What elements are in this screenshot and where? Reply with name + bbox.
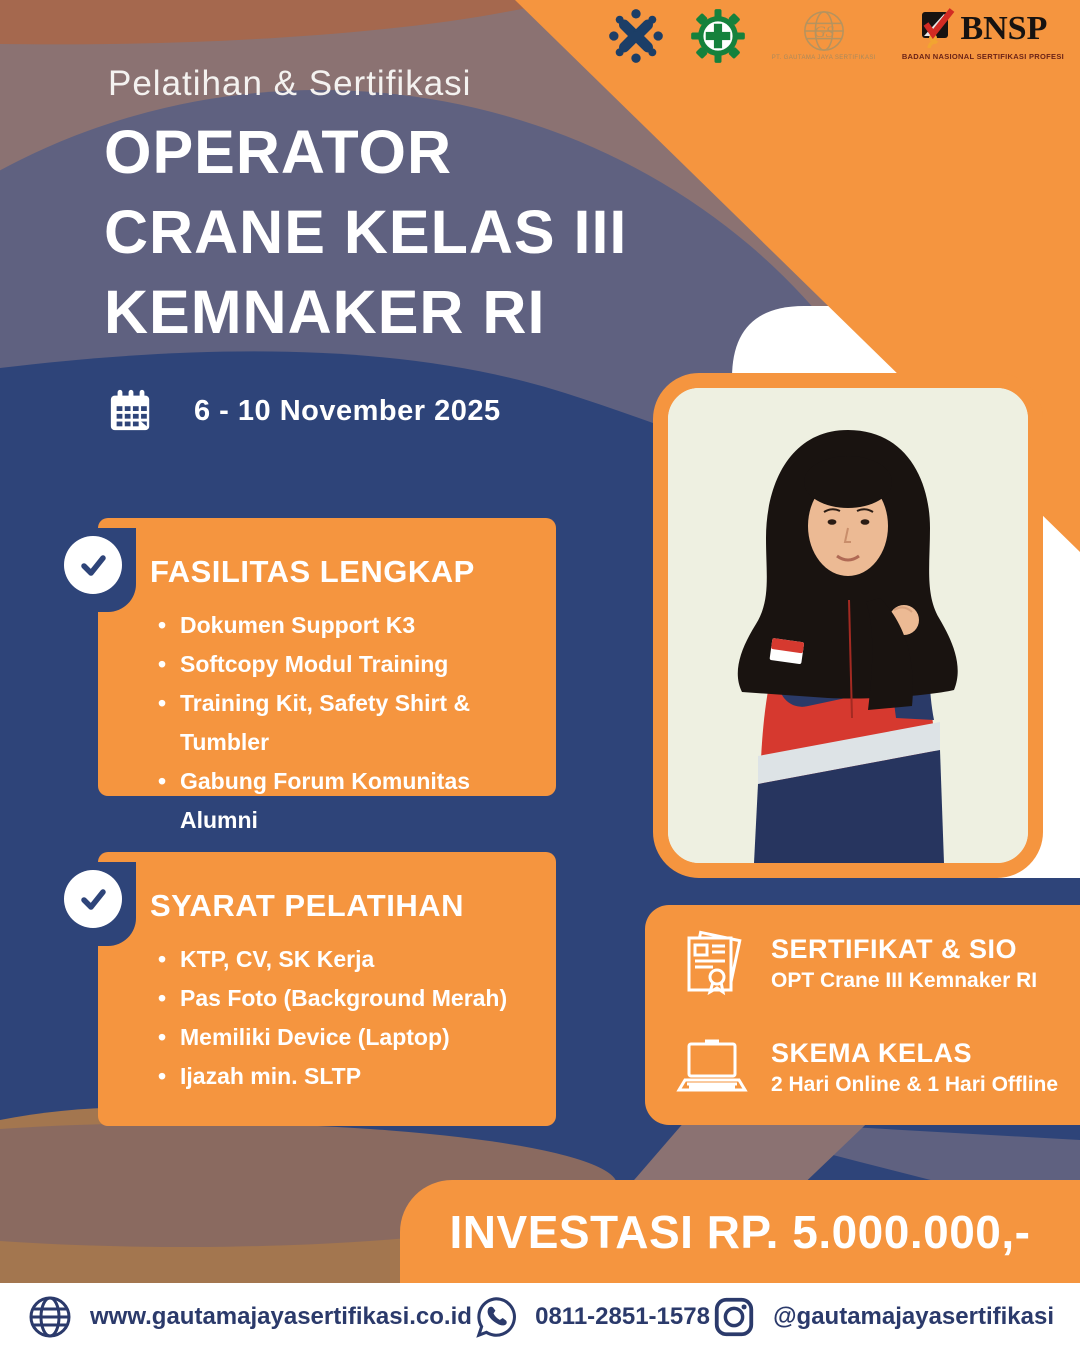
- bnsp-emblem-icon: [918, 8, 956, 50]
- fasilitas-list: [98, 606, 556, 840]
- title-line-1: OPERATOR: [104, 118, 453, 186]
- portrait-illustration: [668, 388, 1028, 863]
- title-line-2: CRANE KELAS III: [104, 198, 628, 266]
- bnsp-logo-tagline: BADAN NASIONAL SERTIFIKASI PROFESI: [901, 52, 1064, 61]
- whatsapp-icon: [473, 1294, 519, 1340]
- svg-text:GS: GS: [813, 21, 834, 41]
- list-item: • Ijazah min. SLTP: [158, 1057, 538, 1096]
- certificate-card: [675, 926, 1062, 1000]
- list-item: • Pas Foto (Background Merah): [158, 979, 538, 1018]
- certificate-icon: [675, 926, 749, 1000]
- gjs-logo: [772, 8, 876, 61]
- list-item: • Training Kit, Safety Shirt & Tumbler: [158, 684, 538, 762]
- certificate-title: SERTIFIKAT & SIO: [771, 933, 1018, 964]
- syarat-list: [98, 940, 556, 1096]
- instagram-text: @gautamajayasertifikasi: [773, 1302, 1054, 1330]
- schedule-title: SKEMA KELAS: [771, 1037, 973, 1068]
- info-cards: [645, 905, 1080, 1125]
- bnsp-logo: [902, 8, 1064, 61]
- list-item: • KTP, CV, SK Kerja: [158, 940, 538, 979]
- phone-text: 0811-2851-1578: [535, 1302, 710, 1330]
- schedule-card: [675, 1030, 1062, 1104]
- website-link[interactable]: [26, 1293, 472, 1341]
- bnsp-logo-name: BNSP: [960, 10, 1048, 47]
- globe-icon: [26, 1293, 74, 1341]
- check-icon: [64, 870, 122, 928]
- investment-banner: [400, 1180, 1080, 1283]
- date-row: [108, 388, 501, 434]
- investment-amount: INVESTASI RP. 5.000.000,-: [449, 1205, 1031, 1258]
- list-item: • Gabung Forum Komunitas Alumni: [158, 762, 538, 840]
- instagram-link[interactable]: [711, 1294, 1054, 1340]
- kicker: Pelatihan & Sertifikasi: [108, 64, 472, 103]
- syarat-box: [98, 852, 556, 1126]
- fasilitas-title: FASILITAS LENGKAP: [150, 554, 475, 589]
- instagram-icon: [711, 1294, 757, 1340]
- laptop-icon: [675, 1030, 749, 1104]
- page-title: [104, 112, 627, 352]
- kemnaker-logo-icon: [608, 8, 664, 64]
- event-date: 6 - 10 November 2025: [194, 394, 501, 427]
- calendar-icon: [108, 388, 154, 434]
- check-icon: [64, 536, 122, 594]
- fasilitas-box: [98, 518, 556, 833]
- list-item: • Softcopy Modul Training: [158, 645, 538, 684]
- gjs-logo-caption: PT. GAUTAMA JAYA SERTIFIKASI: [771, 55, 876, 61]
- list-item: • Memiliki Device (Laptop): [158, 1018, 538, 1057]
- website-text: www.gautamajayasertifikasi.co.id: [90, 1302, 472, 1330]
- schedule-subtitle: 2 Hari Online & 1 Hari Offline: [771, 1072, 1059, 1096]
- logo-row: [608, 8, 1064, 64]
- gjs-globe-icon: [801, 8, 847, 54]
- list-item: • Dokumen Support K3: [158, 606, 538, 645]
- k3-safety-logo-icon: [690, 8, 746, 64]
- syarat-title: SYARAT PELATIHAN: [150, 888, 465, 923]
- certificate-subtitle: OPT Crane III Kemnaker RI: [771, 968, 1038, 992]
- participant-photo: [653, 373, 1043, 878]
- title-line-3: KEMNAKER RI: [104, 278, 546, 346]
- phone-link[interactable]: [473, 1294, 710, 1340]
- footer: [0, 1283, 1080, 1350]
